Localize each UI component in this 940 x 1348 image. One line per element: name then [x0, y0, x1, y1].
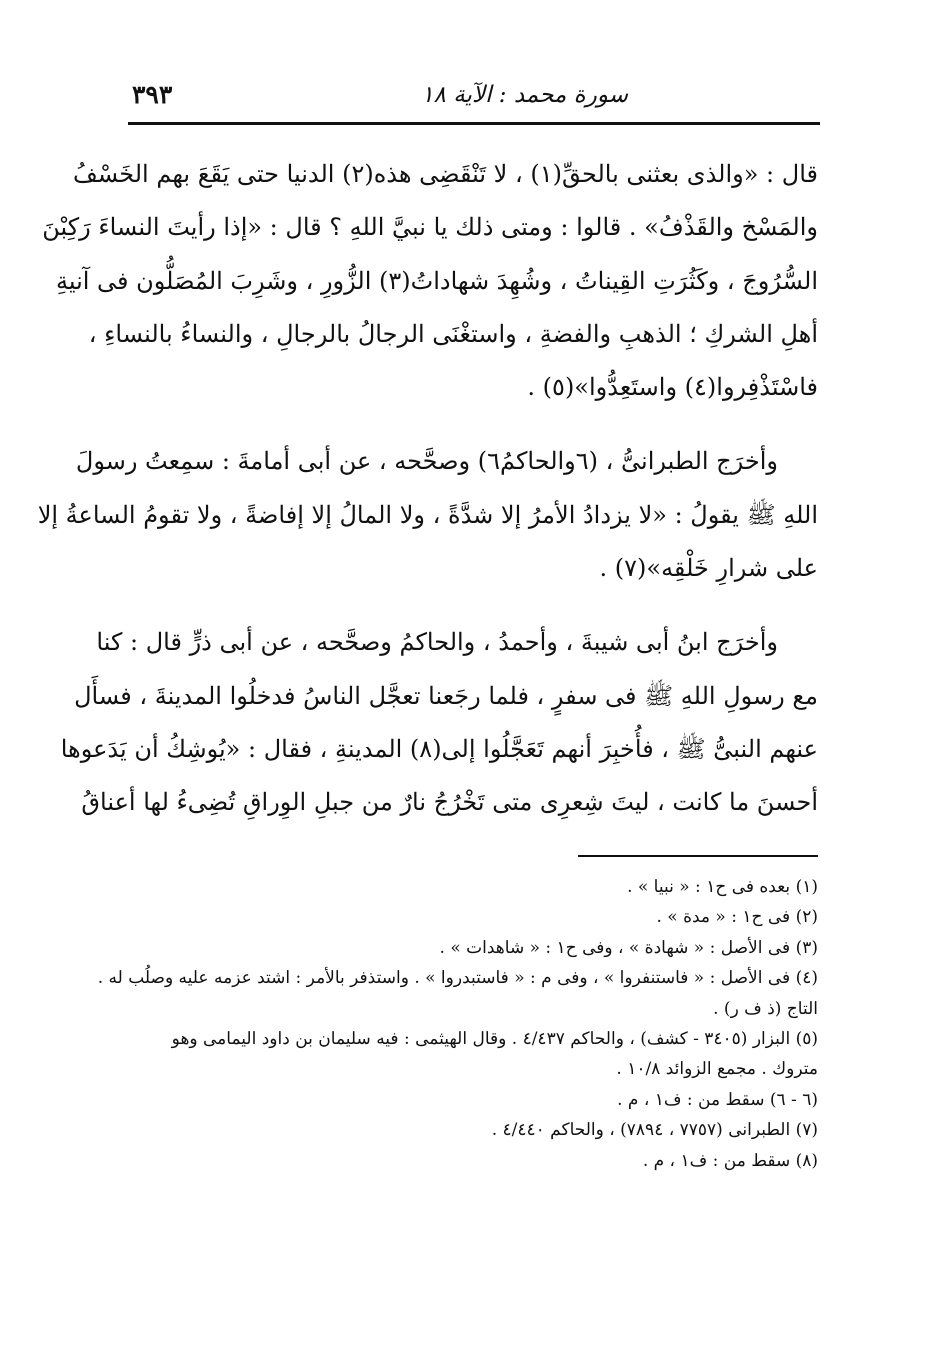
- header-rule: [128, 122, 820, 125]
- footnote: متروك . مجمع الزوائد ١٠/٨ .: [616, 1059, 818, 1080]
- text-line: على شرارِ خَلْقِه»(٧) .: [599, 554, 818, 583]
- main-text: [37, 148, 818, 830]
- paragraph-3: [60, 616, 818, 829]
- page-number: ٣٩٣: [132, 80, 173, 109]
- paragraph-gap: [128, 595, 818, 616]
- text-line: والمَسْخ والقَذْفُ» . قالوا : ومتى ذلك يا نبيَّ اللهِ ؟ قال : «إذا رأيتَ النساءَ رَكِبْنَ: [42, 213, 818, 242]
- footnote: (٧) الطبرانى (٧٧٥٧ ، ٧٨٩٤) ، والحاكم ٤/٤٤٠ .: [491, 1120, 818, 1141]
- footnote-rule: [578, 855, 818, 857]
- text-line: قال : «والذى بعثنى بالحقِّ(١) ، لا تَنْقَضِى هذه(٢) الدنيا حتى يَقَعَ بهم الخَسْفُ: [73, 160, 818, 188]
- text-line: أحسنَ ما كانت ، ليتَ شِعرِى متى تَخْرُجُ نارٌ من جبلِ الوِراقِ تُضِىءُ لها أعناقُ: [81, 788, 818, 817]
- footnote: (٤) فى الأصل : « فاستنفروا » ، وفى م : « فاستبدروا » . واستذفر بالأمر : اشتد عزمه عليه وصلُب له .: [97, 968, 818, 989]
- footnote: (٥) البزار (٣٤٠٥ - كشف) ، والحاكم ٤/٤٣٧ . وقال الهيثمى : فيه سليمان بن داود اليمامى وهو: [171, 1028, 818, 1049]
- footnote: (٢) فى ح١ : « مدة » .: [656, 907, 818, 928]
- paragraph-gap: [128, 414, 818, 435]
- footnote: (٦ - ٦) سقط من : ف١ ، م .: [617, 1089, 818, 1110]
- paragraph-2: [37, 435, 818, 595]
- text-line: مع رسولِ اللهِ ﷺ فى سفرٍ ، فلما رجَعنا تعجَّل الناسُ فدخلُوا المدينةَ ، فسأَل: [74, 681, 818, 710]
- paragraph-1: [42, 148, 818, 414]
- text-line: وأخرَج ابنُ أبى شيبةَ ، وأحمدُ ، والحاكمُ وصحَّحه ، عن أبى ذرٍّ قال : كنا: [96, 628, 778, 657]
- running-title: سورة محمد : الآية ١٨: [421, 82, 628, 108]
- text-line: عنهم النبىُّ ﷺ ، فأُخبِرَ أنهم تَعَجَّلُوا إلى(٨) المدينةِ ، فقال : «يُوشِكُ أن يَدَعوها: [60, 734, 818, 763]
- footnote: (٣) فى الأصل : « شهادة » ، وفى ح١ : « شاهدات » .: [439, 937, 818, 958]
- text-line: فاسْتَذْفِروا(٤) واستَعِدُّوا»(٥) .: [527, 373, 818, 402]
- footnotes: [97, 872, 818, 1176]
- text-line: اللهِ ﷺ يقولُ : «لا يزدادُ الأمرُ إلا شدَّةً ، ولا المالُ إلا إفاضةً ، ولا تقومُ الساعةُ إلا: [37, 500, 818, 529]
- footnote: التاج (ذ ف ر) .: [713, 998, 818, 1019]
- footnote: (١) بعده فى ح١ : « نبيا » .: [627, 877, 818, 897]
- text-line: السُّرُوجَ ، وكَثُرَتِ القِيناتُ ، وشُهِدَ شهاداتُ(٣) الزُّورِ ، وشَرِبَ المُصَلُّون فى آنيةِ: [55, 266, 818, 295]
- running-header: [128, 78, 818, 118]
- text-line: أهلِ الشركِ ؛ الذهبِ والفضةِ ، واستغْنَى الرجالُ بالرجالِ ، والنساءُ بالنساءِ ،: [88, 319, 818, 348]
- text-line: وأخرَج الطبرانىُّ ، (٦والحاكمُ٦) وصحَّحه ، عن أبى أمامةَ : سمِعتُ رسولَ: [75, 447, 778, 476]
- footnote: (٨) سقط من : ف١ ، م .: [642, 1150, 818, 1171]
